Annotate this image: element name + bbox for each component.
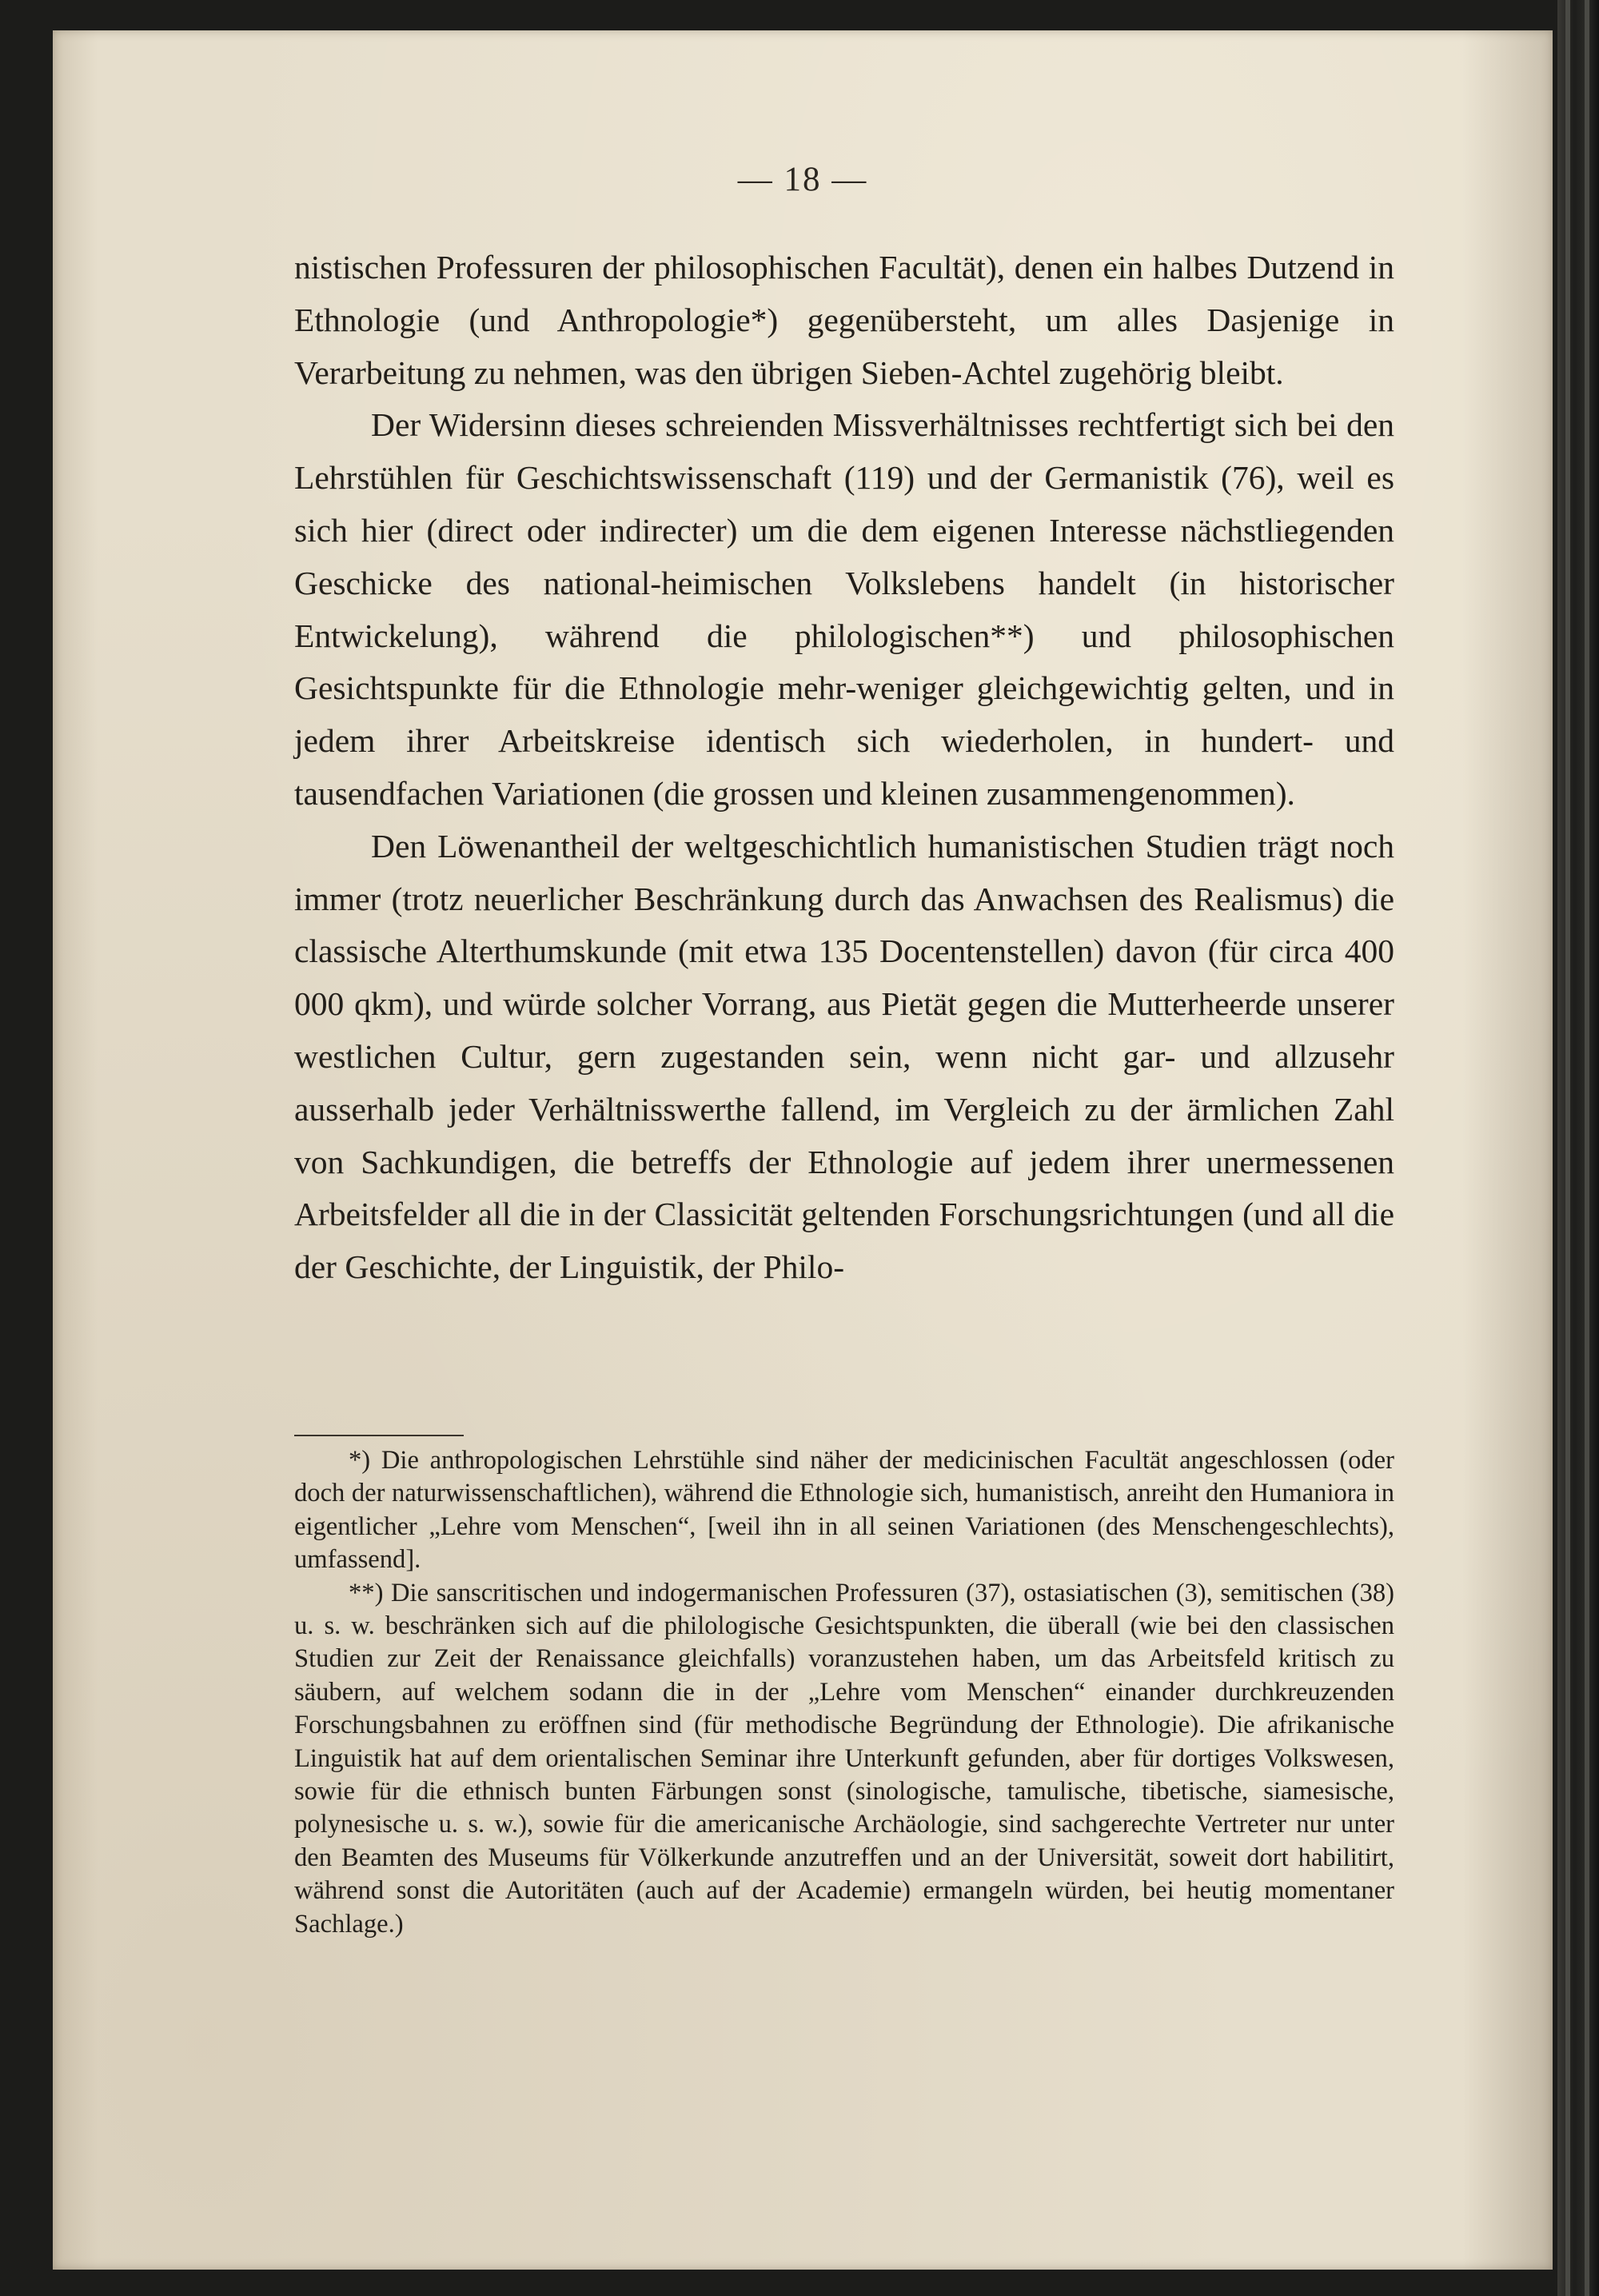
footnotes xyxy=(294,1444,1394,1941)
book-page xyxy=(53,30,1553,2270)
footnote-single-star: *) Die anthropologischen Lehrstühle sind näher der medicinischen Facultät angeschlossen (oder doch der naturwissenschaftlichen), während die Ethnologie sich, humanistisch, anreiht den Humaniora in eigentlicher „Lehre vom Menschen“, [weil ihn in all seinen Variationen (des Menschengeschlechts), umfassend]. xyxy=(294,1446,1394,1575)
main-text xyxy=(294,242,1394,1294)
paragraph: Den Löwenantheil der weltgeschichtlich humanistischen Studien trägt noch immer (trotz neuerlicher Beschränkung durch das Anwachsen des Realismus) die classische Alterthumskunde (mit etwa 135 Docentenstellen) davon (für circa 400 000 qkm), und würde solcher Vorrang, aus Pietät gegen die Mutterheerde unserer westlichen Cultur, gern zugestanden sein, wenn nicht gar- und allzusehr ausserhalb jeder Verhältnisswerthe fallend, im Vergleich zu der ärmlichen Zahl von Sachkundigen, die betreffs der Ethnologie auf jedem ihrer unermessenen Arbeitsfelder all die in der Classicität geltenden Forschungsrichtungen (und all die der Geschichte, der Linguistik, der Philo- xyxy=(294,827,1394,1286)
page-number: — 18 — xyxy=(737,161,868,198)
paragraph: Der Widersinn dieses schreienden Missverhältnisses rechtfertigt sich bei den Lehrstühlen für Geschichtswissenschaft (119) und der Germanistik (76), weil es sich hier (direct oder indirecter) um die dem eigenen Interesse nächstliegenden Geschicke des national-heimischen Volkslebens handelt (in historischer Entwickelung), während die philologischen**) und philosophischen Gesichtspunkte für die Ethnologie mehr-weniger gleichgewichtig gelten, und in jedem ihrer Arbeitskreise identisch sich wiederholen, in hundert- und tausendfachen Variationen (die grossen und kleinen zusammengenommen). xyxy=(294,406,1394,812)
footnote-separator xyxy=(294,1435,464,1436)
book-binding-edge xyxy=(1557,0,1599,2296)
paragraph-continued: nistischen Professuren der philosophischen Facultät), denen ein halbes Dutzend in Ethnologie (und Anthropologie*) gegenübersteht, um alles Dasjenige in Verarbeitung zu nehmen, was den übrigen Sieben-Achtel zugehörig bleibt. xyxy=(294,249,1394,391)
footnote-double-star: **) Die sanscritischen und indogermanischen Professuren (37), ostasiatischen (3), semitischen (38) u. s. w. beschränken sich auf die philologische Gesichtspunkten, die überall (wie bei den classischen Studien zur Zeit der Renaissance gleichfalls) voranzustehen haben, um das Arbeitsfeld kritisch zu säubern, auf welchem sodann die in der „Lehre vom Menschen“ einander durchkreuzenden Forschungsbahnen zu eröffnen sind (für methodische Begründung der Ethnologie). Die afrikanische Linguistik hat auf dem orientalischen Seminar ihre Unterkunft gefunden, aber für dortiges Volkswesen, sowie für die ethnisch bunten Färbungen sonst (sinologische, tamulische, tibetische, siamesische, polynesische u. s. w.), sowie für die americanische Archäologie, sind sachgerechte Vertreter nur unter den Beamten des Museums für Völkerkunde anzutreffen und an der Universität, soweit dort habilitirt, während sonst die Autoritäten (auch auf der Academie) ermangeln würden, bei heutig momentaner Sachlage.) xyxy=(294,1578,1394,1939)
